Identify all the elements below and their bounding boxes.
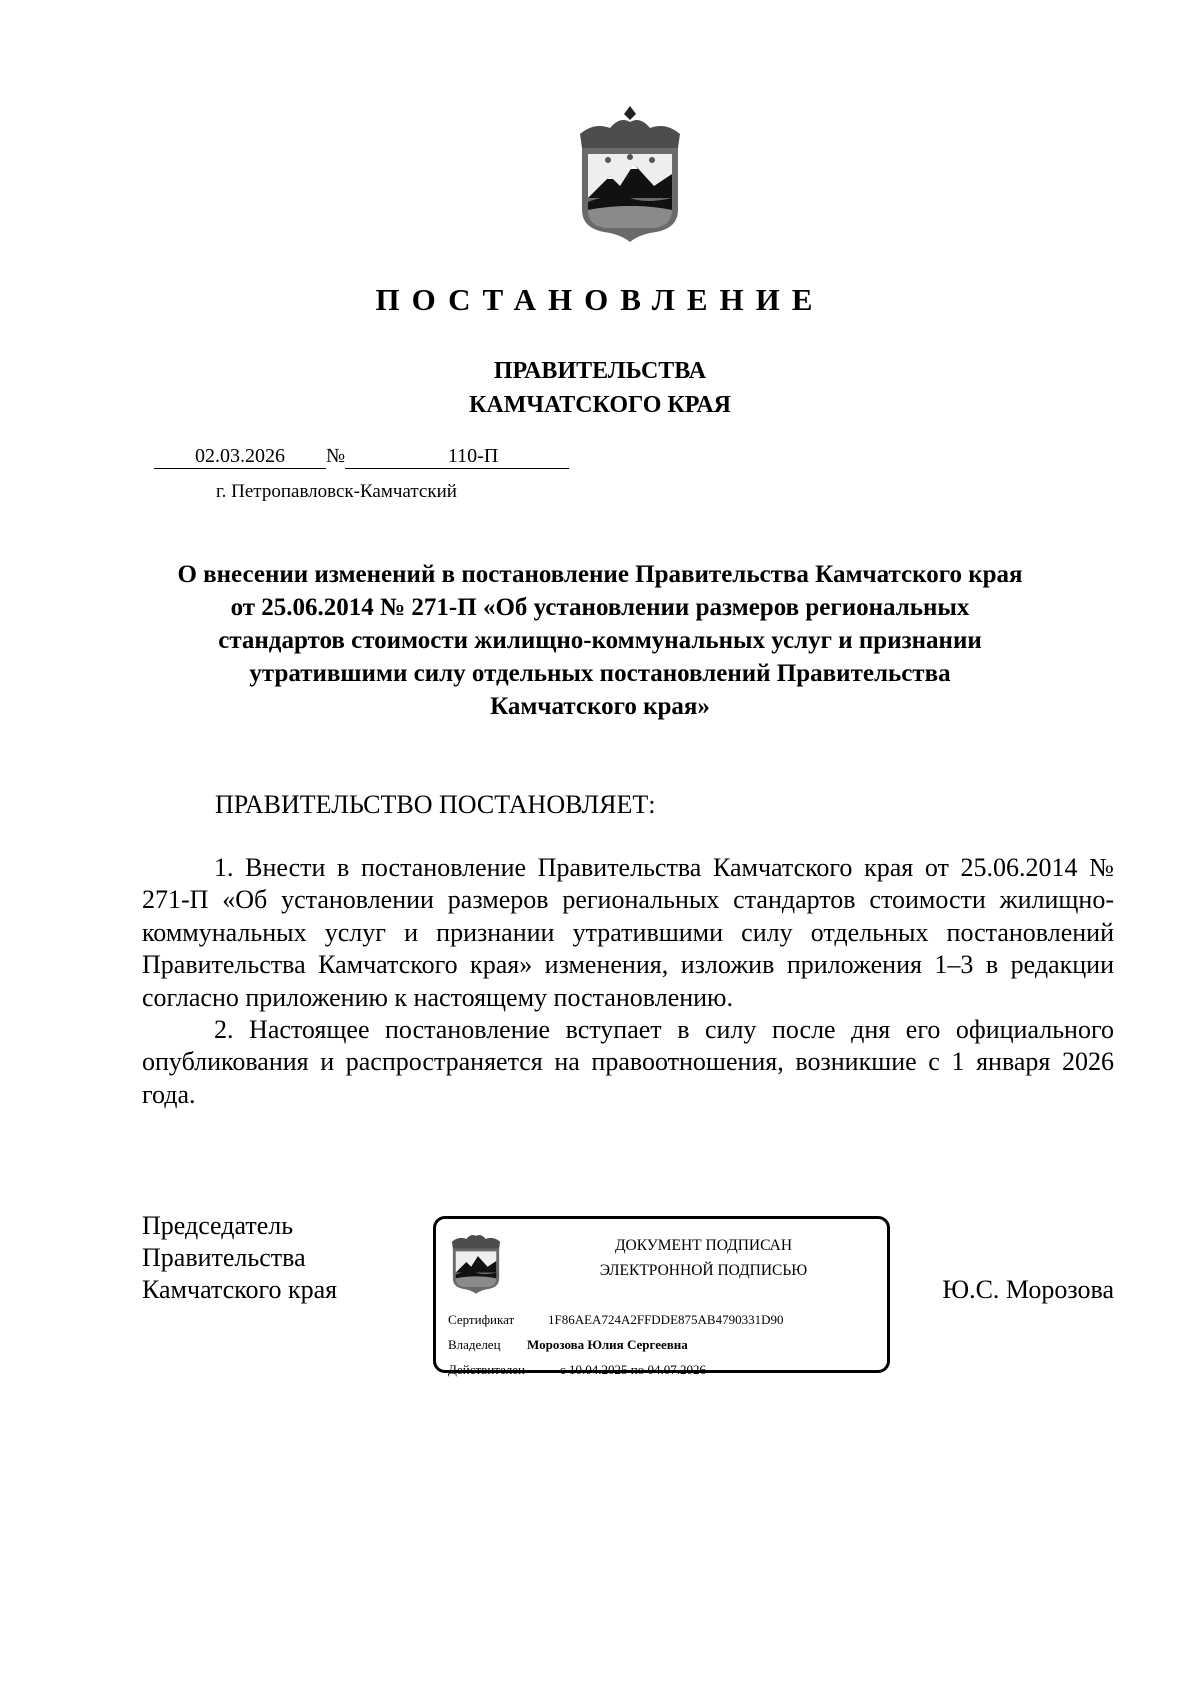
esign-header-line: ДОКУМЕНТ ПОДПИСАН <box>614 1237 793 1254</box>
document-body <box>142 852 1114 1111</box>
esign-certificate-label: Сертификат <box>448 1312 515 1327</box>
city: г. Петропавловск-Камчатский <box>216 481 457 502</box>
title-line: О внесении изменений в постановление Правительства Камчатского края <box>177 561 1023 588</box>
title-line: от 25.06.2014 № 271-П «Об установлении размеров региональных <box>230 594 970 621</box>
title-line: Камчатского края» <box>490 693 710 720</box>
title-line: утратившими силу отдельных постановлений Правительства <box>249 660 951 687</box>
signer-title-line: Правительства <box>142 1243 306 1272</box>
signer-title <box>142 1210 337 1306</box>
document-title <box>130 558 1070 723</box>
esign-validity-value: с 10.04.2025 по 04.07.2026 <box>560 1362 706 1377</box>
esign-certificate-row <box>448 1312 783 1328</box>
esign-validity-row <box>448 1362 706 1378</box>
esign-owner-label: Владелец <box>448 1337 501 1352</box>
title-line: стандартов стоимости жилищно-коммунальных услуг и признании <box>218 627 982 654</box>
signer-name: Ю.С. Морозова <box>942 1275 1114 1304</box>
signer-title-line: Камчатского края <box>142 1275 338 1304</box>
esign-header <box>520 1233 887 1283</box>
authority-line: КАМЧАТСКОГО КРАЯ <box>468 392 732 418</box>
esign-certificate-value: 1F86AEA724A2FFDDE875AB4790331D90 <box>548 1312 784 1327</box>
registration-line <box>154 444 569 469</box>
document-date: 02.03.2026 <box>154 444 326 469</box>
paragraph: 1. Внести в постановление Правительства Камчатского края от 25.06.2014 № 271-П «Об установлении размеров региональных стандартов стоимости жилищно-коммунальных услуг и признании утратившими силу отдельных постановлений Правительства Камчатского края» изменения, изложив приложения 1–3 в редакции согласно приложению к настоящему постановлению. <box>142 853 1114 1012</box>
coat-of-arms-icon <box>574 106 686 242</box>
esign-owner-row <box>448 1337 688 1353</box>
issuing-authority <box>0 354 1200 422</box>
decree-heading: ПРАВИТЕЛЬСТВО ПОСТАНОВЛЯЕТ: <box>215 790 656 819</box>
document-number: 110-П <box>345 444 569 469</box>
number-sign: № <box>326 445 346 467</box>
signer-title-line: Председатель <box>142 1211 294 1240</box>
authority-line: ПРАВИТЕЛЬСТВА <box>493 358 707 384</box>
esign-owner-value: Морозова Юлия Сергеевна <box>527 1337 688 1352</box>
paragraph: 2. Настоящее постановление вступает в силу после дня его официального опубликования и распространяется на правоотношения, возникшие с 1 января 2026 года. <box>142 1015 1114 1109</box>
esign-header-line: ЭЛЕКТРОННОЙ ПОДПИСЬЮ <box>599 1262 808 1279</box>
document-type: ПОСТАНОВЛЕНИЕ <box>375 282 825 317</box>
esign-validity-label: Действителен <box>448 1362 525 1377</box>
electronic-signature-stamp <box>433 1216 890 1377</box>
coat-of-arms-icon <box>449 1228 503 1294</box>
